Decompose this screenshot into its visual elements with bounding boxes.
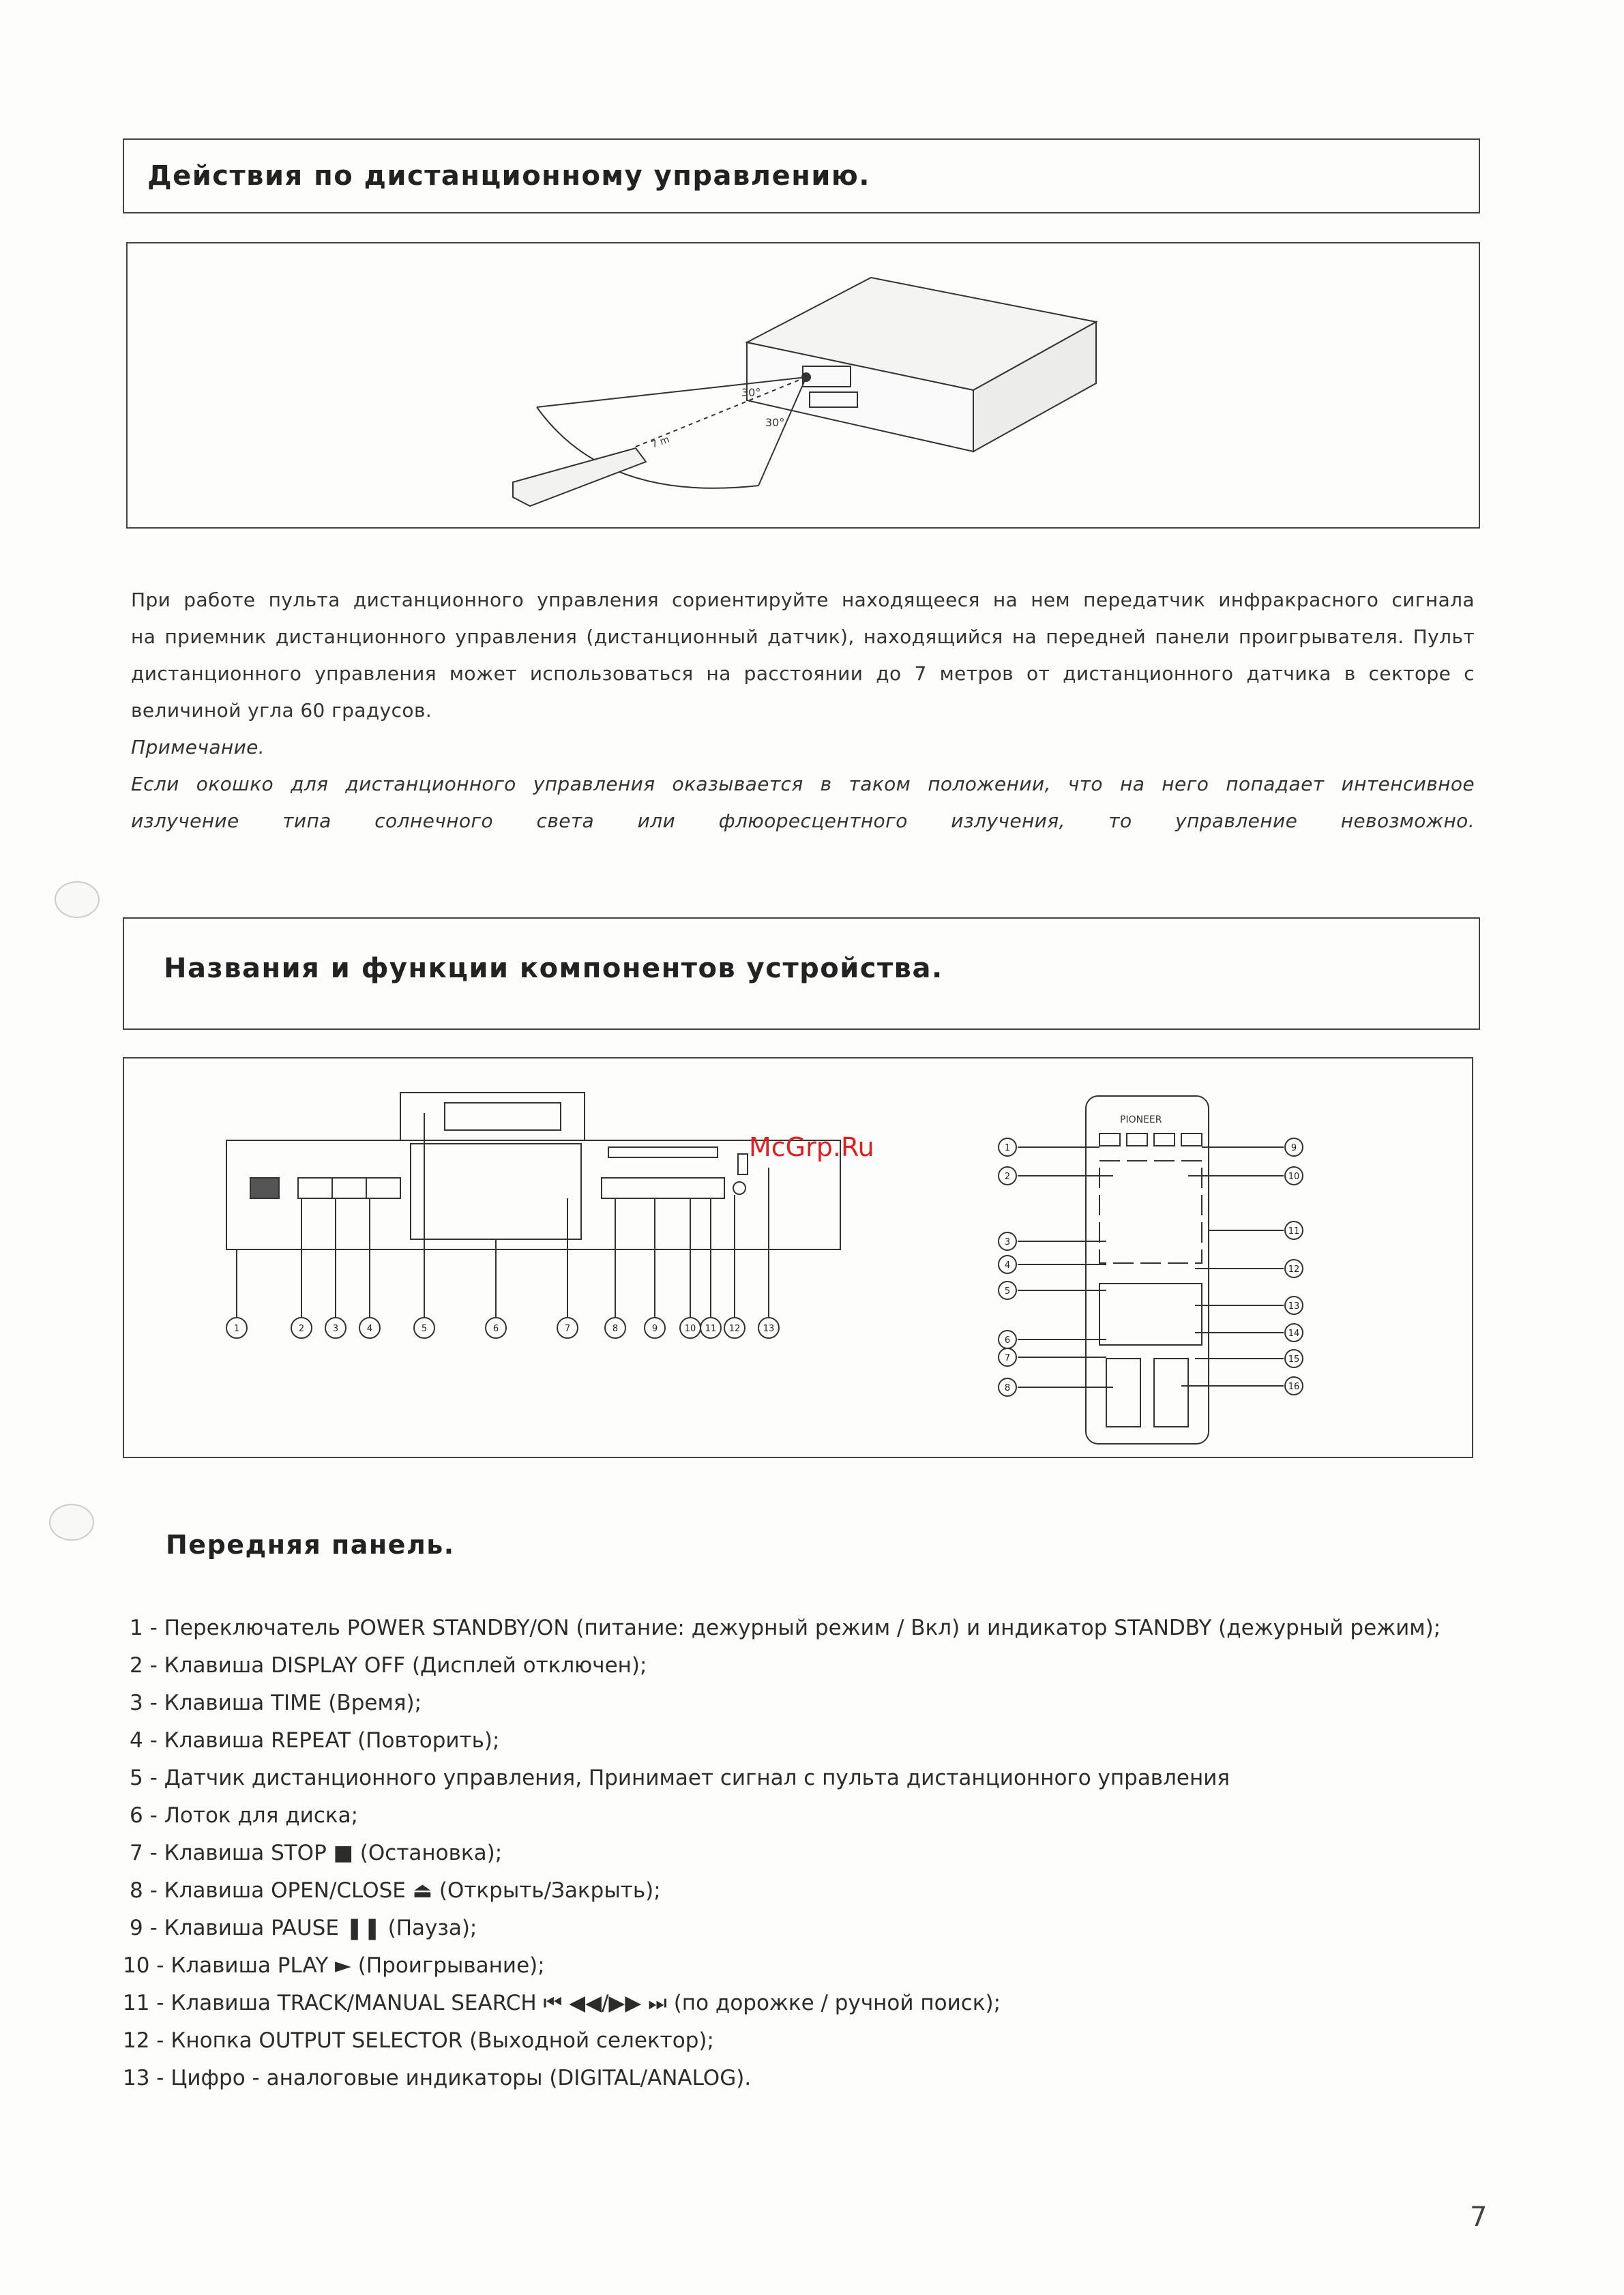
remote-callout-13: 13 xyxy=(1288,1301,1300,1312)
remote-volume-right xyxy=(1154,1359,1188,1427)
list-item: 12 - Кнопка OUTPUT SELECTOR (Выходной селектор); xyxy=(123,2028,714,2053)
list-item: 7 - Клавиша STOP ■ (Остановка); xyxy=(130,1841,503,1865)
remote-callout-1: 1 xyxy=(1004,1143,1011,1153)
remote-transport-block xyxy=(1099,1284,1202,1345)
remote-keypad xyxy=(1099,1161,1202,1263)
angle-label-bottom: 30° xyxy=(765,416,785,429)
panel-callout-8: 8 xyxy=(612,1324,619,1334)
section1-heading-box xyxy=(123,138,1480,213)
remote-instructions xyxy=(131,582,1475,840)
list-item: 4 - Клавиша REPEAT (Повторить); xyxy=(130,1728,500,1753)
panel-callout-13: 13 xyxy=(763,1324,775,1334)
transport-label-strip xyxy=(608,1147,718,1157)
remote-callout-2: 2 xyxy=(1004,1172,1011,1182)
paragraph-line-3: дистанционного управления может использоваться на расстоянии до 7 метров от дистанционного датчика в секторе с xyxy=(131,662,1475,685)
list-item: 9 - Клавиша PAUSE ❚❚ (Пауза); xyxy=(130,1916,477,1940)
list-item: 10 - Клавиша PLAY ► (Проигрывание); xyxy=(123,1953,545,1978)
remote-callout-9: 9 xyxy=(1290,1143,1297,1153)
output-selector-knob xyxy=(733,1182,745,1194)
list-item: 2 - Клавиша DISPLAY OFF (Дисплей отключен); xyxy=(130,1653,647,1678)
digital-analog-indicator xyxy=(738,1154,748,1174)
paragraph-line-1: При работе пульта дистанционного управления сориентируйте находящееся на нем передатчик инфракрасного сигнала xyxy=(131,589,1475,611)
remote-callout-14: 14 xyxy=(1288,1329,1300,1339)
display-housing xyxy=(400,1093,585,1140)
remote-callout-11: 11 xyxy=(1288,1226,1300,1237)
display-window xyxy=(445,1103,561,1130)
remote-button-4 xyxy=(1181,1134,1202,1146)
remote-callout-5: 5 xyxy=(1004,1286,1011,1297)
remote-button-2 xyxy=(1127,1134,1147,1146)
remote-callout-4: 4 xyxy=(1004,1260,1011,1271)
remote-drawing xyxy=(513,448,646,506)
paragraph-line-2: на приемник дистанционного управления (дистанционный датчик), находящийся на передней панели проигрывателя. Пульт xyxy=(131,625,1475,648)
panel-callout-6: 6 xyxy=(492,1324,499,1334)
components-diagram xyxy=(123,1057,1473,1458)
remote-callout-15: 15 xyxy=(1288,1354,1300,1365)
list-item: 6 - Лоток для диска; xyxy=(130,1803,359,1828)
remote-operation-diagram xyxy=(126,242,1480,529)
function-buttons xyxy=(298,1178,400,1198)
angle-label-top: 30° xyxy=(741,386,761,399)
panel-callout-7: 7 xyxy=(564,1324,571,1334)
remote-callout-7: 7 xyxy=(1004,1353,1011,1363)
panel-callout-9: 9 xyxy=(651,1324,658,1334)
front-panel-list xyxy=(123,1610,1487,2097)
remote-callout-16: 16 xyxy=(1288,1382,1300,1392)
section2-title: Названия и функции компонентов устройства. xyxy=(164,953,943,984)
panel-callout-11: 11 xyxy=(705,1324,717,1334)
page-number: 7 xyxy=(1470,2202,1488,2233)
remote-callout-3: 3 xyxy=(1004,1237,1011,1247)
list-item: 5 - Датчик дистанционного управления, Принимает сигнал с пульта дистанционного управления xyxy=(130,1766,1230,1790)
remote-callout-10: 10 xyxy=(1288,1172,1300,1182)
disc-tray xyxy=(411,1144,581,1239)
list-item: 3 - Клавиша TIME (Время); xyxy=(130,1691,422,1715)
remote-body xyxy=(1086,1096,1209,1444)
list-item: 13 - Цифро - аналоговые индикаторы (DIGITAL/ANALOG). xyxy=(123,2066,752,2090)
panel-callout-1: 1 xyxy=(233,1324,240,1334)
panel-callout-10: 10 xyxy=(684,1324,696,1334)
power-button xyxy=(250,1178,279,1198)
note-label: Примечание. xyxy=(131,736,265,758)
paragraph-line-4: величиной угла 60 градусов. xyxy=(131,699,432,722)
list-item: 11 - Клавиша TRACK/MANUAL SEARCH ⏮ ◀◀/▶▶ ⏭ (по дорожке / ручной поиск); xyxy=(123,1991,1001,2015)
panel-callout-2: 2 xyxy=(298,1324,305,1334)
panel-callout-12: 12 xyxy=(728,1324,741,1334)
panel-callout-3: 3 xyxy=(332,1324,339,1334)
note-line-2: излучение типа солнечного света или флюоресцентного излучения, то управление невозможно. xyxy=(131,810,1475,832)
remote-volume-left xyxy=(1106,1359,1140,1427)
watermark: McGrp.Ru xyxy=(749,1132,874,1162)
transport-buttons xyxy=(602,1178,724,1198)
list-item: 8 - Клавиша OPEN/CLOSE ⏏ (Открыть/Закрыть); xyxy=(130,1878,661,1903)
remote-operation-illustration xyxy=(128,243,1478,527)
remote-button-1 xyxy=(1099,1134,1120,1146)
remote-button-3 xyxy=(1154,1134,1175,1146)
punch-hole-upper xyxy=(55,881,100,918)
remote-brand: PIONEER xyxy=(1120,1114,1162,1125)
front-panel-title: Передняя панель. xyxy=(166,1530,455,1560)
panel-callout-5: 5 xyxy=(421,1324,428,1334)
distance-label: 7 m xyxy=(649,434,671,451)
punch-hole-lower xyxy=(49,1504,94,1541)
section2-heading-box xyxy=(123,917,1480,1030)
remote-callout-8: 8 xyxy=(1004,1383,1011,1393)
list-item: 1 - Переключатель POWER STANDBY/ON (питание: дежурный режим / Вкл) и индикатор STANDBY (дежурный режим); xyxy=(130,1616,1441,1640)
components-illustration xyxy=(124,1058,1471,1456)
section1-title: Действия по дистанционному управлению. xyxy=(147,160,870,192)
panel-callout-4: 4 xyxy=(366,1324,373,1334)
remote-callout-12: 12 xyxy=(1288,1264,1300,1275)
note-line-1: Если окошко для дистанционного управления оказывается в таком положении, что на него попадает интенсивное xyxy=(131,773,1475,795)
remote-callout-6: 6 xyxy=(1004,1335,1011,1346)
